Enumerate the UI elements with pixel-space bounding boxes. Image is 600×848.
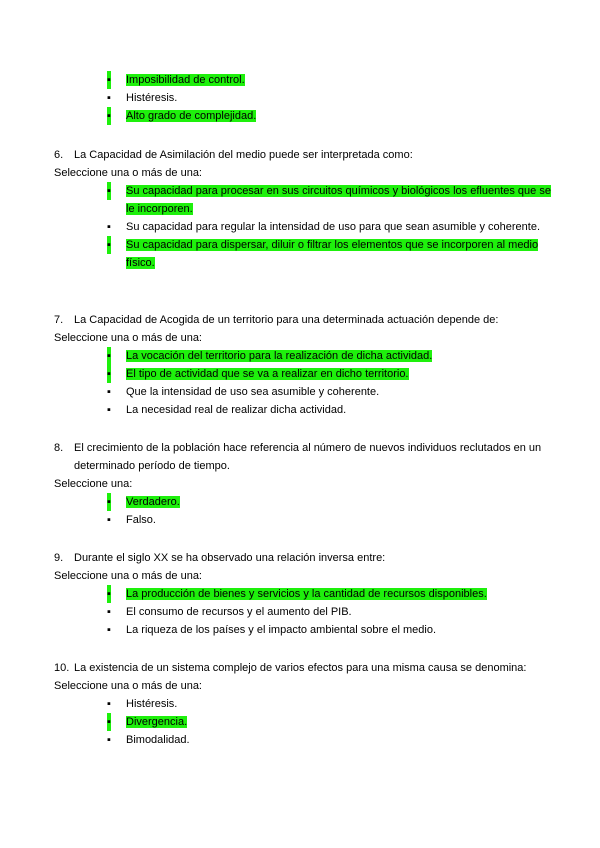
bullet-icon: ▪ [107, 404, 111, 416]
option-item [107, 713, 554, 731]
option-list [107, 695, 554, 749]
option-item [107, 218, 554, 236]
question-number: 7. [54, 314, 64, 326]
option-text: Su capacidad para dispersar, diluir o filtrar los elementos que se incorporen al medio físico. [126, 239, 539, 269]
question-10 [54, 659, 554, 749]
bullet-icon: ▪ [107, 713, 111, 731]
question-number: 6. [54, 149, 64, 161]
question-prompt [54, 311, 554, 329]
option-text: Falso. [126, 514, 156, 526]
option-text: Verdadero. [126, 496, 180, 508]
question-9 [54, 549, 554, 639]
option-item [107, 347, 554, 365]
bullet-icon: ▪ [107, 386, 111, 398]
option-text: La riqueza de los países y el impacto ambiental sobre el medio. [126, 624, 437, 636]
option-list [107, 71, 554, 125]
question-number: 8. [54, 442, 64, 454]
question-number: 9. [54, 552, 64, 564]
selection-instruction: Seleccione una o más de una: [54, 570, 202, 582]
option-list [107, 493, 554, 529]
option-text: La producción de bienes y servicios y la cantidad de recursos disponibles. [126, 588, 487, 600]
question-prompt [54, 146, 554, 164]
question-text: Durante el siglo XX se ha observado una relación inversa entre: [74, 552, 386, 564]
bullet-icon: ▪ [107, 107, 111, 125]
option-item [107, 401, 554, 419]
option-item [107, 731, 554, 749]
option-text: La vocación del territorio para la realización de dicha actividad. [126, 350, 433, 362]
bullet-icon: ▪ [107, 236, 111, 254]
option-text: Su capacidad para procesar en sus circuitos químicos y biológicos los efluentes que se le incorporen. [126, 185, 551, 215]
option-item [107, 107, 554, 125]
bullet-icon: ▪ [107, 71, 111, 89]
option-text: Alto grado de complejidad. [126, 110, 257, 122]
option-item [107, 493, 554, 511]
option-item [107, 511, 554, 529]
bullet-icon: ▪ [107, 698, 111, 710]
question-8 [54, 439, 554, 529]
option-text: Imposibilidad de control. [126, 74, 245, 86]
question-text: La Capacidad de Asimilación del medio puede ser interpretada como: [74, 149, 413, 161]
bullet-icon: ▪ [107, 92, 111, 104]
bullet-icon: ▪ [107, 493, 111, 511]
bullet-icon: ▪ [107, 182, 111, 200]
option-text: La necesidad real de realizar dicha actividad. [126, 404, 347, 416]
option-item [107, 585, 554, 603]
question-prompt [54, 659, 554, 677]
option-list [107, 585, 554, 639]
bullet-icon: ▪ [107, 514, 111, 526]
selection-instruction: Seleccione una o más de una: [54, 167, 202, 179]
question-text: El crecimiento de la población hace referencia al número de nuevos individuos reclutados en un determinado período de tiempo. [74, 442, 542, 472]
option-text: Bimodalidad. [126, 734, 190, 746]
question-text: La existencia de un sistema complejo de varios efectos para una misma causa se denomina: [74, 662, 527, 674]
question-prompt [54, 439, 554, 475]
option-list [107, 182, 554, 272]
option-text: Que la intensidad de uso sea asumible y coherente. [126, 386, 380, 398]
question-number: 10. [54, 662, 70, 674]
question-prompt [54, 549, 554, 567]
bullet-icon: ▪ [107, 221, 111, 233]
bullet-icon: ▪ [107, 734, 111, 746]
option-item [107, 71, 554, 89]
option-item [107, 365, 554, 383]
bullet-icon: ▪ [107, 347, 111, 365]
option-item [107, 383, 554, 401]
option-item [107, 603, 554, 621]
option-text: Su capacidad para regular la intensidad de uso para que sean asumible y coherente. [126, 221, 540, 233]
option-item [107, 695, 554, 713]
option-text: El tipo de actividad que se va a realizar en dicho territorio. [126, 368, 409, 380]
bullet-icon: ▪ [107, 606, 111, 618]
bullet-icon: ▪ [107, 585, 111, 603]
option-text: Histéresis. [126, 698, 178, 710]
selection-instruction: Seleccione una: [54, 478, 133, 490]
previous-question-options [54, 71, 554, 125]
bullet-icon: ▪ [107, 624, 111, 636]
bullet-icon: ▪ [107, 365, 111, 383]
option-item [107, 236, 554, 272]
option-item [107, 182, 554, 218]
option-text: El consumo de recursos y el aumento del PIB. [126, 606, 352, 618]
selection-instruction: Seleccione una o más de una: [54, 680, 202, 692]
question-7 [54, 311, 554, 419]
question-text: La Capacidad de Acogida de un territorio para una determinada actuación depende de: [74, 314, 499, 326]
option-item [107, 89, 554, 107]
option-text: Histéresis. [126, 92, 178, 104]
option-text: Divergencia. [126, 716, 188, 728]
option-item [107, 621, 554, 639]
question-6 [54, 146, 554, 272]
selection-instruction: Seleccione una o más de una: [54, 332, 202, 344]
option-list [107, 347, 554, 419]
